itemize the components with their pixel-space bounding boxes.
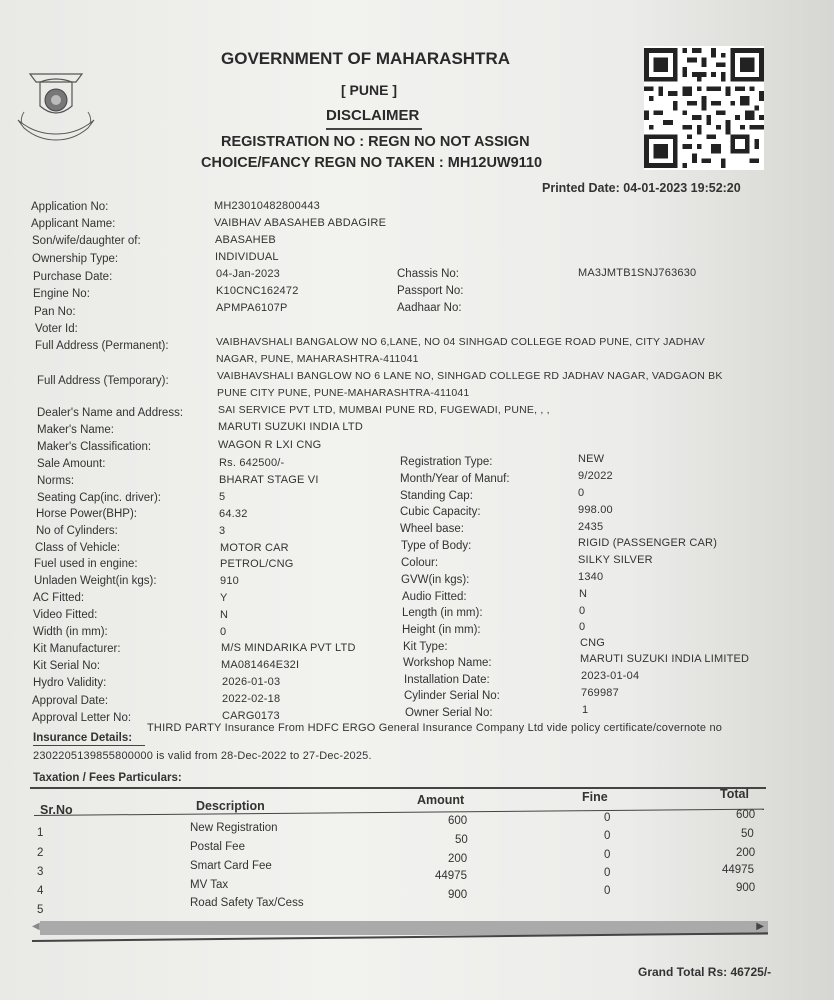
permanent-address-line2: NAGAR, PUNE, MAHARASHTRA-411041 xyxy=(216,353,419,365)
cell-total: 50 xyxy=(741,828,754,840)
spec-label: Cylinder Serial No: xyxy=(404,690,500,702)
spec-value: N xyxy=(579,588,588,600)
cell-fine: 0 xyxy=(604,885,611,897)
spec-value: MARUTI SUZUKI INDIA LIMITED xyxy=(580,653,750,665)
field-label: Aadhaar No: xyxy=(397,302,462,314)
spec-label: Height (in mm): xyxy=(402,624,481,636)
spec-value: NEW xyxy=(578,453,605,465)
spec-label: Audio Fitted: xyxy=(402,591,467,603)
spec-label: No of Cylinders: xyxy=(36,525,118,537)
cell-description: Postal Fee xyxy=(190,841,245,853)
spec-label: Workshop Name: xyxy=(403,657,492,669)
field-label: Engine No: xyxy=(33,288,90,300)
spec-label: Installation Date: xyxy=(404,674,490,686)
spec-value: 1340 xyxy=(578,571,604,583)
cell-srno: 3 xyxy=(37,866,44,878)
spec-value: 0 xyxy=(578,487,585,499)
spec-label: Month/Year of Manuf: xyxy=(400,473,510,485)
spec-label: Approval Letter No: xyxy=(32,712,132,724)
field-value: K10CNC162472 xyxy=(216,285,299,297)
government-title: GOVERNMENT OF MAHARASHTRA xyxy=(221,49,510,68)
spec-value: PETROL/CNG xyxy=(220,558,294,570)
spec-label: Registration Type: xyxy=(400,456,493,468)
field-label: Passport No: xyxy=(397,285,464,297)
spec-label: Standing Cap: xyxy=(400,490,473,502)
spec-value: RIGID (PASSENGER CAR) xyxy=(578,537,718,549)
dealer-value: SAI SERVICE PVT LTD, MUMBAI PUNE RD, FUGEWADI, PUNE, , , xyxy=(218,404,550,416)
fees-title: Taxation / Fees Particulars: xyxy=(33,772,182,784)
field-label: Application No: xyxy=(31,201,109,213)
cell-amount: 44975 xyxy=(435,870,467,882)
spec-label: Fuel used in engine: xyxy=(34,558,138,570)
spec-value: M/S MINDARIKA PVT LTD xyxy=(221,642,356,654)
field-value: 04-Jan-2023 xyxy=(216,268,280,280)
scroll-left-icon[interactable]: ◀ xyxy=(32,921,40,932)
cell-description: Smart Card Fee xyxy=(190,860,272,872)
office-name: [ PUNE ] xyxy=(341,82,397,98)
spec-value: 3 xyxy=(219,525,226,537)
spec-label: Seating Cap(inc. driver): xyxy=(37,492,161,504)
cell-srno: 1 xyxy=(37,827,44,839)
field-label: Voter Id: xyxy=(35,323,78,335)
spec-value: 0 xyxy=(220,626,227,638)
spec-value: 2023-01-04 xyxy=(581,670,640,682)
cell-fine: 0 xyxy=(604,849,611,861)
classification-value: WAGON R LXI CNG xyxy=(218,439,322,451)
classification-label: Maker's Classification: xyxy=(37,441,152,453)
cell-fine: 0 xyxy=(604,812,611,824)
spec-value: N xyxy=(220,609,229,621)
spec-label: Kit Serial No: xyxy=(33,660,101,672)
spec-value: CARG0173 xyxy=(222,710,280,722)
cell-fine: 0 xyxy=(604,830,611,842)
spec-label: Cubic Capacity: xyxy=(400,506,481,518)
spec-value: 0 xyxy=(579,621,586,633)
spec-value: BHARAT STAGE VI xyxy=(219,474,319,486)
spec-value: SILKY SILVER xyxy=(578,554,653,566)
cell-amount: 50 xyxy=(455,834,468,846)
spec-value: MA081464E32I xyxy=(221,659,300,671)
spec-label: Width (in mm): xyxy=(33,626,108,638)
spec-label: Unladen Weight(in kgs): xyxy=(34,575,157,587)
cell-description: New Registration xyxy=(190,822,278,834)
spec-value: 2435 xyxy=(578,521,604,533)
cell-amount: 600 xyxy=(448,815,468,827)
dealer-label: Dealer's Name and Address: xyxy=(37,407,184,419)
temporary-address-line1: VAIBHAVSHALI BANGLOW NO 6 LANE NO, SINHGAD COLLEGE RD JADHAV NAGAR, VADGAON BK xyxy=(217,370,723,382)
grand-total: Grand Total Rs: 46725/- xyxy=(638,965,772,979)
field-label: Purchase Date: xyxy=(33,271,113,283)
spec-label: Length (in mm): xyxy=(402,607,483,619)
spec-value: Y xyxy=(220,592,228,604)
insurance-underline xyxy=(33,745,145,746)
temporary-address-label: Full Address (Temporary): xyxy=(37,375,169,387)
field-value: MH23010482800443 xyxy=(214,200,320,212)
header-bottom-border xyxy=(34,809,764,816)
cell-total: 44975 xyxy=(722,864,754,876)
maker-label: Maker's Name: xyxy=(37,424,114,436)
spec-value: 1 xyxy=(582,704,589,716)
header-srno: Sr.No xyxy=(40,803,73,817)
doc-type-title: DISCLAIMER xyxy=(326,107,420,124)
field-label: Chassis No: xyxy=(397,268,459,280)
field-label: Applicant Name: xyxy=(31,218,116,230)
registration-number: REGISTRATION NO : REGN NO NOT ASSIGN xyxy=(221,134,530,150)
spec-label: Owner Serial No: xyxy=(405,707,493,719)
field-value: APMPA6107P xyxy=(216,302,288,314)
spec-value: 9/2022 xyxy=(578,470,613,482)
spec-label: GVW(in kgs): xyxy=(401,574,470,586)
cell-description: MV Tax xyxy=(190,879,229,891)
spec-label: AC Fitted: xyxy=(33,592,85,604)
spec-value: 910 xyxy=(220,575,239,587)
permanent-address-label: Full Address (Permanent): xyxy=(35,340,169,352)
spec-label: Class of Vehicle: xyxy=(35,542,121,554)
field-value: ABASAHEB xyxy=(215,234,276,246)
printed-date: Printed Date: 04-01-2023 19:52:20 xyxy=(542,181,741,195)
spec-label: Sale Amount: xyxy=(37,458,106,470)
spec-label: Colour: xyxy=(401,557,439,569)
cell-fine: 0 xyxy=(604,867,611,879)
spec-label: Type of Body: xyxy=(401,540,472,552)
spec-value: 5 xyxy=(219,491,226,503)
spec-label: Video Fitted: xyxy=(33,609,98,621)
cell-amount: 900 xyxy=(448,889,468,901)
cell-total: 600 xyxy=(736,809,756,821)
spec-label: Wheel base: xyxy=(400,523,464,535)
header-description: Description xyxy=(196,799,265,813)
spec-value: 0 xyxy=(579,605,586,617)
spec-label: Kit Manufacturer: xyxy=(33,643,121,655)
insurance-label: Insurance Details: xyxy=(33,732,133,744)
spec-value: CNG xyxy=(580,637,606,649)
cell-description: Road Safety Tax/Cess xyxy=(190,897,304,909)
spec-value: 998.00 xyxy=(578,504,613,516)
maharashtra-emblem-icon xyxy=(14,62,98,146)
insurance-line2: 2302205139855800000 is valid from 28-Dec-2022 to 27-Dec-2025. xyxy=(33,750,372,762)
header-amount: Amount xyxy=(417,793,465,807)
permanent-address-line1: VAIBHAVSHALI BANGALOW NO 6,LANE, NO 04 SINHGAD COLLEGE ROAD PUNE, CITY JADHAV xyxy=(216,336,705,348)
field-label: Son/wife/daughter of: xyxy=(32,235,141,247)
doc-type-underline xyxy=(326,128,422,130)
cell-total: 200 xyxy=(736,847,756,859)
cell-amount: 200 xyxy=(448,853,468,865)
cell-srno: 5 xyxy=(37,904,44,916)
insurance-line1: THIRD PARTY Insurance From HDFC ERGO General Insurance Company Ltd vide policy certificate/covernote no xyxy=(147,722,723,734)
temporary-address-line2: PUNE CITY PUNE, PUNE-MAHARASHTRA-411041 xyxy=(217,387,470,399)
fancy-number: CHOICE/FANCY REGN NO TAKEN : MH12UW9110 xyxy=(201,155,543,171)
scroll-right-icon[interactable]: ▶ xyxy=(756,921,764,932)
field-value: INDIVIDUAL xyxy=(215,251,279,263)
header-fine: Fine xyxy=(582,790,608,804)
header-total: Total xyxy=(720,787,749,801)
field-label: Ownership Type: xyxy=(32,253,119,265)
field-value: VAIBHAV ABASAHEB ABDAGIRE xyxy=(214,217,387,229)
cell-srno: 4 xyxy=(37,885,44,897)
cell-srno: 2 xyxy=(37,847,44,859)
spec-value: Rs. 642500/- xyxy=(219,457,285,469)
field-value: MA3JMTB1SNJ763630 xyxy=(578,267,697,279)
spec-label: Hydro Validity: xyxy=(33,677,107,689)
spec-value: MOTOR CAR xyxy=(220,542,289,554)
cell-total: 900 xyxy=(736,882,756,894)
spec-value: 64.32 xyxy=(219,508,248,520)
spec-value: 2026-01-03 xyxy=(222,676,281,688)
qr-code-icon xyxy=(644,46,764,170)
maker-value: MARUTI SUZUKI INDIA LTD xyxy=(218,421,363,433)
spec-label: Approval Date: xyxy=(32,695,109,707)
field-label: Pan No: xyxy=(34,306,76,318)
spec-value: 769987 xyxy=(581,687,619,699)
spec-label: Kit Type: xyxy=(403,641,448,653)
spec-label: Norms: xyxy=(37,475,75,487)
table-top-border xyxy=(30,787,766,789)
spec-label: Horse Power(BHP): xyxy=(36,508,137,520)
spec-value: 2022-02-18 xyxy=(222,693,281,705)
